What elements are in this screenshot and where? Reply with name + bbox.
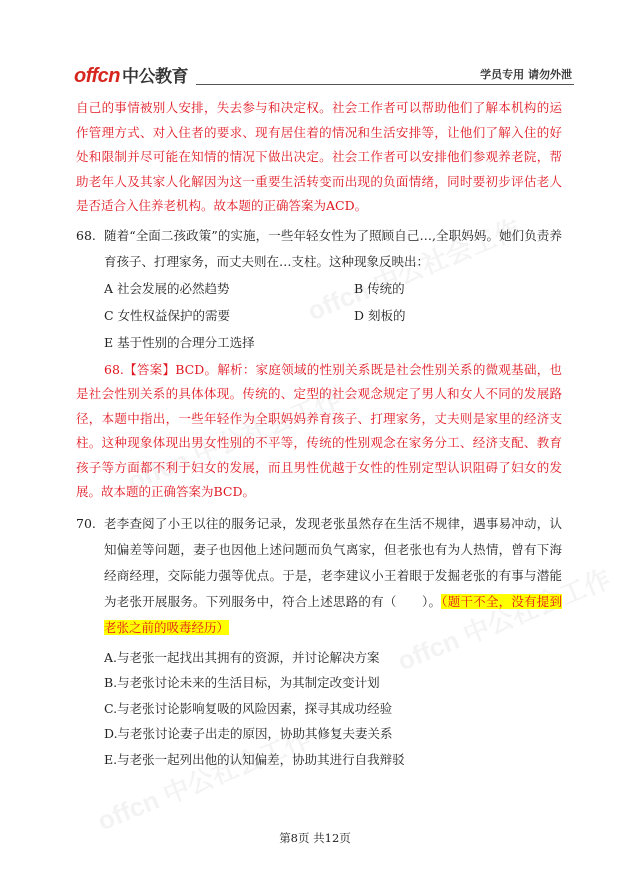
page-header — [74, 62, 574, 88]
option-a: A 社会发展的必然趋势 — [104, 280, 230, 296]
question-68 — [76, 223, 562, 275]
highlighted-note: （题干不全，没有提到老张之前的吸毒经历） — [104, 593, 562, 635]
option-e: E.与老张一起列出他的认知偏差，协助其进行自我辩驳 — [104, 751, 405, 767]
page-footer: 第8页 共12页 — [279, 831, 351, 845]
answer-continued-text: 自己的事情被别人安排，失去参与和决定权。社会工作者可以帮助他们了解本机构的运作管理方式、对入住者的要求、现有居住着的情况和生活安排等，让他们了解入住的好处和限制并尽可能在知情的情况下做出决定。社会工作者可以安排他们参观养老院，帮助老年人及其家人化解因为这一重要生活转变而出现的负面情绪，同时要初步评估老人是否适合入住养老机构。故本题的正确答案为ACD。 — [76, 100, 562, 213]
question-number: 70. — [76, 515, 96, 531]
option-row — [76, 275, 562, 302]
option-row — [76, 302, 562, 329]
question-stem: 老李查阅了小王以往的服务记录，发现老张虽然存在生活不规律，遇事易冲动，认知偏差等问题，妻子也因他上述问题而负气离家，但老张也有为人热情，曾有下海经商经理，交际能力强等优点。于是，老李建议小王着眼于发掘老张的有事与潜能为老张开展服务。下列服务中，符合上述思路的有（ ）。 — [104, 515, 562, 609]
logo-latin-text: offcn — [74, 65, 121, 87]
option-d: D.与老张讨论妻子出走的原因，协助其修复夫妻关系 — [104, 726, 393, 741]
option-c: C 女性权益保护的需要 — [104, 307, 231, 323]
question-70 — [76, 511, 562, 641]
option-b: B.与老张讨论未来的生活目标，为其制定改变计划 — [104, 675, 380, 690]
option-c: C.与老张讨论影响复吸的风险因素，探寻其成功经验 — [104, 700, 393, 716]
offcn-logo — [74, 62, 188, 88]
option-e: E 基于性别的合理分工选择 — [104, 334, 255, 350]
option-d: D 刻板的 — [354, 307, 406, 323]
question-stem: 随着“全面二孩政策”的实施，一些年轻女性为了照顾自己…,全职妈妈。她们负责养育孩子、打理家务，而丈夫则在…支柱。这种现象反映出： — [104, 227, 562, 269]
question-number: 68. — [76, 227, 96, 243]
header-divider — [196, 84, 574, 85]
logo-cn-text: 中公教育 — [122, 67, 189, 86]
option-b: B 传统的 — [354, 280, 405, 296]
header-notice: 学员专用 请勿外泄 — [480, 68, 572, 81]
option-a: A.与老张一起找出其拥有的资源，并讨论解决方案 — [104, 649, 380, 665]
option-row — [76, 329, 562, 356]
answer-68-text: 68.【答案】BCD。解析：家庭领域的性别关系既是社会性别关系的微观基础，也是社会性别关系的具体体现。传统的、定型的社会观念规定了男人和女人不同的发展路径，本题中指出，一些年轻作为全职妈妈养育孩子、打理家务，丈夫则是家里的经济支柱。这种现象体现出男女性别的不平等，传统的性别观念在家务分工、经济支配、教育孩子等方面都不利于妇女的发展，而且男性优越于女性的性别定型认识阻碍了妇女的发展。故本题的正确答案为BCD。 — [76, 361, 562, 499]
page-content — [76, 96, 562, 772]
